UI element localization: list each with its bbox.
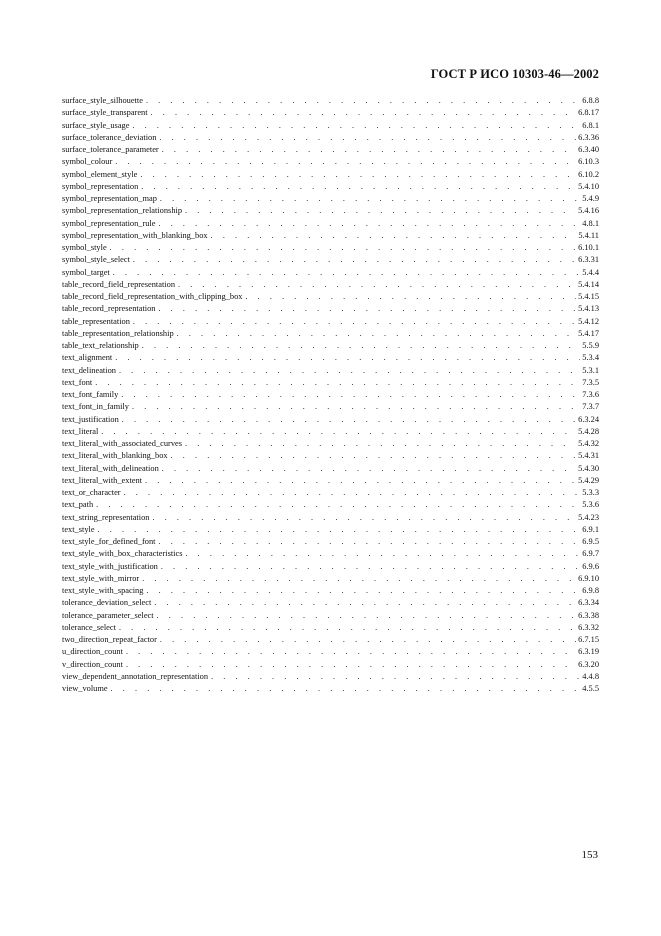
- index-entry: [62, 585, 599, 597]
- index-section-ref: 4.4.8: [582, 671, 599, 681]
- index-term: symbol_style_select: [62, 255, 130, 265]
- index-entry: [62, 683, 599, 695]
- index-entry: [62, 365, 599, 377]
- index-section-ref: 6.3.38: [578, 610, 599, 620]
- dot-leader: [146, 585, 580, 597]
- dot-leader: [115, 352, 580, 364]
- dot-leader: [245, 291, 576, 303]
- index-entry: [62, 303, 599, 315]
- index-term: symbol_representation_rule: [62, 218, 156, 228]
- index-term: surface_tolerance_deviation: [62, 132, 157, 142]
- index-section-ref: 6.3.20: [578, 659, 599, 669]
- index-entry: [62, 414, 599, 426]
- index-entry: [62, 279, 599, 291]
- index-section-ref: 6.9.10: [578, 573, 599, 583]
- index-term: surface_tolerance_parameter: [62, 145, 159, 154]
- index-term: symbol_representation_with_blanking_box: [62, 230, 208, 240]
- index-entry: [62, 120, 599, 132]
- index-section-ref: 5.3.6: [582, 500, 599, 510]
- dot-leader: [152, 512, 576, 524]
- index-entry: [62, 267, 599, 279]
- dot-leader: [171, 450, 576, 462]
- index-section-ref: 6.9.5: [582, 537, 599, 546]
- index-term: tolerance_select: [62, 622, 116, 632]
- index-section-ref: 5.4.14: [578, 279, 599, 289]
- index-section-ref: 6.9.6: [582, 561, 599, 571]
- index-entry: [62, 597, 599, 609]
- dot-leader: [101, 426, 576, 438]
- index-section-ref: 6.3.19: [578, 647, 599, 657]
- index-entry: [62, 536, 599, 548]
- dot-leader: [119, 622, 576, 634]
- dot-leader: [132, 401, 580, 413]
- index-term: text_style_with_spacing: [62, 586, 144, 595]
- index-section-ref: 7.3.5: [582, 377, 599, 387]
- index-section-ref: 5.4.12: [578, 316, 599, 326]
- dot-leader: [162, 144, 576, 156]
- dot-leader: [133, 316, 576, 328]
- dot-leader: [157, 610, 576, 622]
- index-entry: [62, 156, 599, 168]
- index-term: symbol_colour: [62, 157, 113, 167]
- index-term: symbol_representation: [62, 181, 139, 191]
- page-number: 153: [581, 849, 598, 861]
- index-section-ref: 6.8.8: [582, 96, 599, 105]
- index-term: tolerance_deviation_select: [62, 598, 152, 608]
- index-term: text_style_with_box_characteristics: [62, 549, 183, 559]
- dot-leader: [126, 659, 576, 671]
- index-term: text_alignment: [62, 353, 113, 363]
- dot-leader: [177, 328, 576, 340]
- index-entry: [62, 426, 599, 438]
- dot-leader: [140, 169, 576, 181]
- dot-leader: [96, 499, 580, 511]
- index-section-ref: 6.8.17: [578, 108, 599, 118]
- index-entry: [62, 328, 599, 340]
- index-term: two_direction_repeat_factor: [62, 635, 157, 644]
- index-section-ref: 6.8.1: [582, 120, 599, 130]
- index-section-ref: 5.4.10: [578, 181, 599, 191]
- index-entry: [62, 218, 599, 230]
- index-entry: [62, 401, 599, 413]
- dot-leader: [142, 340, 581, 352]
- index-term: text_style_for_defined_font: [62, 537, 156, 546]
- index-section-ref: 5.4.29: [578, 475, 599, 485]
- index-entry: [62, 499, 599, 511]
- index-entry: [62, 561, 599, 573]
- index-entry: [62, 132, 599, 144]
- index-term: text_style_with_mirror: [62, 573, 140, 583]
- index-term: text_literal_with_associated_curves: [62, 439, 183, 448]
- index-section-ref: 6.3.40: [578, 145, 599, 154]
- dot-leader: [159, 218, 581, 230]
- dot-leader: [161, 561, 580, 573]
- index-section-ref: 5.4.4: [582, 267, 599, 277]
- index-term: symbol_element_style: [62, 169, 138, 179]
- index-term: text_justification: [62, 414, 119, 424]
- index-entry: [62, 181, 599, 193]
- index-entry: [62, 291, 599, 303]
- index-section-ref: 4.8.1: [582, 218, 599, 228]
- index-section-ref: 6.10.3: [578, 157, 599, 167]
- dot-leader: [146, 95, 580, 107]
- index-entry: [62, 610, 599, 622]
- dot-leader: [113, 267, 580, 279]
- dot-leader: [151, 107, 576, 119]
- index-term: table_representation_relationship: [62, 328, 174, 338]
- index-entry: [62, 671, 599, 683]
- index-entry: [62, 107, 599, 119]
- dot-leader: [162, 463, 576, 475]
- dot-leader: [126, 646, 576, 658]
- index-entry: [62, 463, 599, 475]
- index-entry: [62, 487, 599, 499]
- index-entry: [62, 438, 599, 450]
- index-term: text_or_character: [62, 488, 121, 497]
- index-entry: [62, 144, 599, 156]
- index-section-ref: 5.3.4: [582, 353, 599, 363]
- index-term: view_volume: [62, 684, 108, 693]
- index-list: [62, 95, 599, 695]
- dot-leader: [185, 438, 576, 450]
- dot-leader: [122, 414, 576, 426]
- dot-leader: [159, 536, 581, 548]
- index-entry: [62, 573, 599, 585]
- index-term: symbol_representation_map: [62, 194, 157, 203]
- index-entry: [62, 193, 599, 205]
- index-term: surface_style_usage: [62, 120, 130, 130]
- dot-leader: [98, 524, 581, 536]
- dot-leader: [95, 377, 580, 389]
- index-entry: [62, 646, 599, 658]
- index-section-ref: 6.10.1: [578, 243, 599, 252]
- dot-leader: [160, 634, 576, 646]
- index-section-ref: 6.7.15: [578, 635, 599, 644]
- index-entry: [62, 254, 599, 266]
- dot-leader: [111, 683, 581, 695]
- index-term: text_path: [62, 500, 94, 510]
- index-entry: [62, 548, 599, 560]
- index-section-ref: 5.4.11: [578, 230, 599, 240]
- index-section-ref: 6.3.24: [578, 414, 599, 424]
- index-entry: [62, 169, 599, 181]
- index-entry: [62, 377, 599, 389]
- index-section-ref: 6.3.31: [578, 255, 599, 265]
- index-term: surface_style_silhouette: [62, 96, 143, 105]
- index-entry: [62, 316, 599, 328]
- index-entry: [62, 634, 599, 646]
- index-section-ref: 5.4.32: [578, 439, 599, 448]
- index-term: text_font_in_family: [62, 402, 129, 412]
- index-section-ref: 6.9.8: [582, 586, 599, 595]
- index-term: symbol_style: [62, 243, 107, 252]
- index-section-ref: 6.9.7: [582, 549, 599, 559]
- index-term: surface_style_transparent: [62, 108, 148, 118]
- index-term: text_font_family: [62, 390, 119, 399]
- dot-leader: [119, 365, 580, 377]
- index-section-ref: 7.3.6: [582, 390, 599, 399]
- dot-leader: [141, 181, 576, 193]
- index-section-ref: 5.4.28: [578, 426, 599, 436]
- dot-leader: [121, 389, 580, 401]
- dot-leader: [115, 156, 576, 168]
- index-term: table_record_representation: [62, 304, 156, 314]
- index-entry: [62, 524, 599, 536]
- index-term: table_record_field_representation_with_clipping_box: [62, 292, 243, 301]
- index-section-ref: 4.5.5: [582, 684, 599, 693]
- index-term: table_record_field_representation: [62, 279, 176, 289]
- index-section-ref: 5.4.17: [578, 328, 599, 338]
- index-entry: [62, 622, 599, 634]
- index-entry: [62, 475, 599, 487]
- dot-leader: [124, 487, 581, 499]
- index-term: table_text_relationship: [62, 341, 139, 350]
- index-entry: [62, 659, 599, 671]
- index-term: text_style_with_justification: [62, 561, 158, 571]
- index-term: text_literal_with_delineation: [62, 463, 159, 473]
- index-term: text_literal_with_extent: [62, 475, 143, 485]
- index-section-ref: 6.10.2: [578, 169, 599, 179]
- dot-leader: [160, 193, 580, 205]
- index-section-ref: 6.3.32: [578, 622, 599, 632]
- index-term: text_style: [62, 524, 95, 534]
- dot-leader: [185, 548, 580, 560]
- dot-leader: [133, 254, 576, 266]
- dot-leader: [158, 303, 576, 315]
- index-section-ref: 5.4.9: [582, 194, 599, 203]
- dot-leader: [211, 671, 580, 683]
- dot-leader: [178, 279, 576, 291]
- index-section-ref: 5.4.13: [578, 304, 599, 314]
- index-term: tolerance_parameter_select: [62, 610, 154, 620]
- index-section-ref: 6.9.1: [582, 524, 599, 534]
- dot-leader: [132, 120, 580, 132]
- document-header: ГОСТ Р ИСО 10303-46—2002: [430, 67, 599, 81]
- index-section-ref: 7.3.7: [582, 402, 599, 412]
- index-entry: [62, 352, 599, 364]
- index-term: u_direction_count: [62, 647, 123, 657]
- index-term: text_delineation: [62, 365, 116, 375]
- index-section-ref: 6.3.34: [578, 598, 599, 608]
- dot-leader: [154, 597, 576, 609]
- index-section-ref: 5.3.3: [582, 488, 599, 497]
- index-entry: [62, 340, 599, 352]
- dot-leader: [145, 475, 576, 487]
- index-term: text_string_representation: [62, 512, 150, 522]
- index-term: text_font: [62, 377, 93, 387]
- index-section-ref: 5.5.9: [582, 341, 599, 350]
- index-section-ref: 5.4.15: [578, 292, 599, 301]
- index-section-ref: 5.4.23: [578, 512, 599, 522]
- dot-leader: [211, 230, 577, 242]
- index-term: symbol_representation_relationship: [62, 206, 183, 216]
- index-entry: [62, 450, 599, 462]
- dot-leader: [185, 205, 576, 217]
- index-entry: [62, 205, 599, 217]
- index-entry: [62, 389, 599, 401]
- dot-leader: [110, 242, 576, 254]
- index-entry: [62, 242, 599, 254]
- index-entry: [62, 230, 599, 242]
- index-term: text_literal_with_blanking_box: [62, 451, 168, 461]
- index-section-ref: 5.4.30: [578, 463, 599, 473]
- dot-leader: [159, 132, 576, 144]
- index-term: table_representation: [62, 316, 130, 326]
- index-entry: [62, 512, 599, 524]
- index-section-ref: 5.4.31: [578, 451, 599, 461]
- index-section-ref: 6.3.36: [578, 132, 599, 142]
- dot-leader: [142, 573, 576, 585]
- index-section-ref: 5.3.1: [582, 365, 599, 375]
- index-entry: [62, 95, 599, 107]
- index-term: text_literal: [62, 426, 99, 436]
- index-term: view_dependent_annotation_representation: [62, 671, 209, 681]
- index-term: v_direction_count: [62, 659, 123, 669]
- index-term: symbol_target: [62, 267, 110, 277]
- index-section-ref: 5.4.16: [578, 206, 599, 216]
